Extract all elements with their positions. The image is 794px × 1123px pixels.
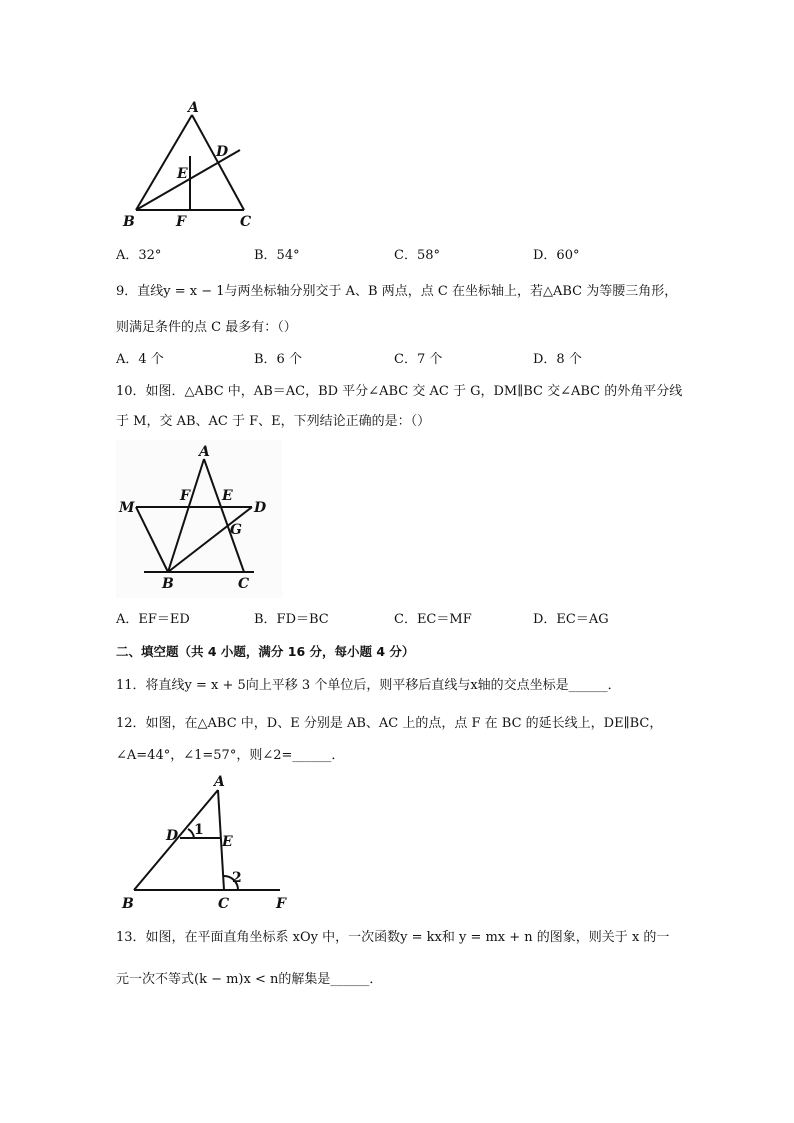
label-c: C (218, 896, 230, 912)
q13-line2: 元一次不等式(k − m)x < n的解集是______． (116, 972, 383, 987)
q9-line2: 则满足条件的点 C 最多有：（） (116, 320, 297, 335)
q9-option-b: B．6 个 (254, 352, 302, 367)
label-angle-1: 1 (194, 822, 204, 838)
q8-options (116, 246, 716, 266)
q9-options (116, 350, 716, 370)
figure-q10 (116, 440, 282, 598)
q10-option-c: C．EC＝MF (394, 612, 472, 627)
q8-option-b: B．54° (254, 248, 300, 263)
q13-line1: 13．如图，在平面直角坐标系 xOy 中，一次函数y = kx和 y = mx + n 的图象，则关于 x 的一 (116, 930, 670, 945)
q8-option-d: D．60° (533, 248, 580, 263)
label-a: A (199, 444, 210, 460)
label-m: M (119, 500, 135, 516)
q12-line2: ∠A=44°，∠1=57°，则∠2=______． (116, 748, 345, 763)
label-b: B (122, 896, 134, 912)
triangle-abc-dm-diagram (116, 440, 282, 598)
q9-option-a: A．4 个 (116, 352, 164, 367)
q12-line1: 12．如图，在△ABC 中，D、E 分别是 AB、AC 上的点，点 F 在 BC 的延长线上，DE∥BC， (116, 716, 663, 731)
triangle-de-parallel-diagram (116, 772, 296, 912)
label-b: B (123, 214, 135, 230)
figure-q8 (116, 98, 268, 234)
label-e: E (222, 834, 233, 850)
q10-options (116, 610, 716, 630)
label-e: E (177, 166, 188, 182)
q9-option-c: C．7 个 (394, 352, 443, 367)
q9-line1: 9．直线y = x − 1与两坐标轴分别交于 A、B 两点，点 C 在坐标轴上，若△ABC 为等腰三角形， (116, 284, 678, 299)
label-f: F (180, 488, 190, 504)
figure-q12 (116, 772, 296, 912)
triangle-abc-diagram (116, 98, 268, 234)
q9-option-d: D．8 个 (533, 352, 582, 367)
q8-option-c: C．58° (394, 248, 440, 263)
label-g: G (230, 522, 242, 538)
q8-option-a: A．32° (116, 248, 162, 263)
label-d: D (216, 144, 229, 160)
label-f: F (176, 214, 186, 230)
label-e: E (222, 488, 233, 504)
label-d: D (254, 500, 267, 516)
label-d: D (166, 828, 179, 844)
label-angle-2: 2 (232, 870, 242, 886)
q10-option-b: B．FD＝BC (254, 612, 329, 627)
label-a: A (188, 100, 199, 116)
q11-text: 11．将直线y = x + 5向上平移 3 个单位后，则平移后直线与x轴的交点坐标是______． (116, 678, 621, 693)
label-f: F (276, 896, 286, 912)
q10-line2: 于 M，交 AB、AC 于 F、E，下列结论正确的是：（） (116, 414, 431, 429)
q10-line1: 10．如图．△ABC 中，AB＝AC，BD 平分∠ABC 交 AC 于 G，DM∥BC 交∠ABC 的外角平分线 (116, 384, 683, 399)
q10-option-a: A．EF＝ED (116, 612, 190, 627)
label-a: A (214, 774, 225, 790)
label-c: C (238, 576, 250, 592)
section-heading: 二、填空题（共 4 小题，满分 16 分，每小题 4 分） (116, 644, 415, 659)
label-c: C (240, 214, 252, 230)
q10-option-d: D．EC＝AG (533, 612, 609, 627)
label-b: B (162, 576, 174, 592)
